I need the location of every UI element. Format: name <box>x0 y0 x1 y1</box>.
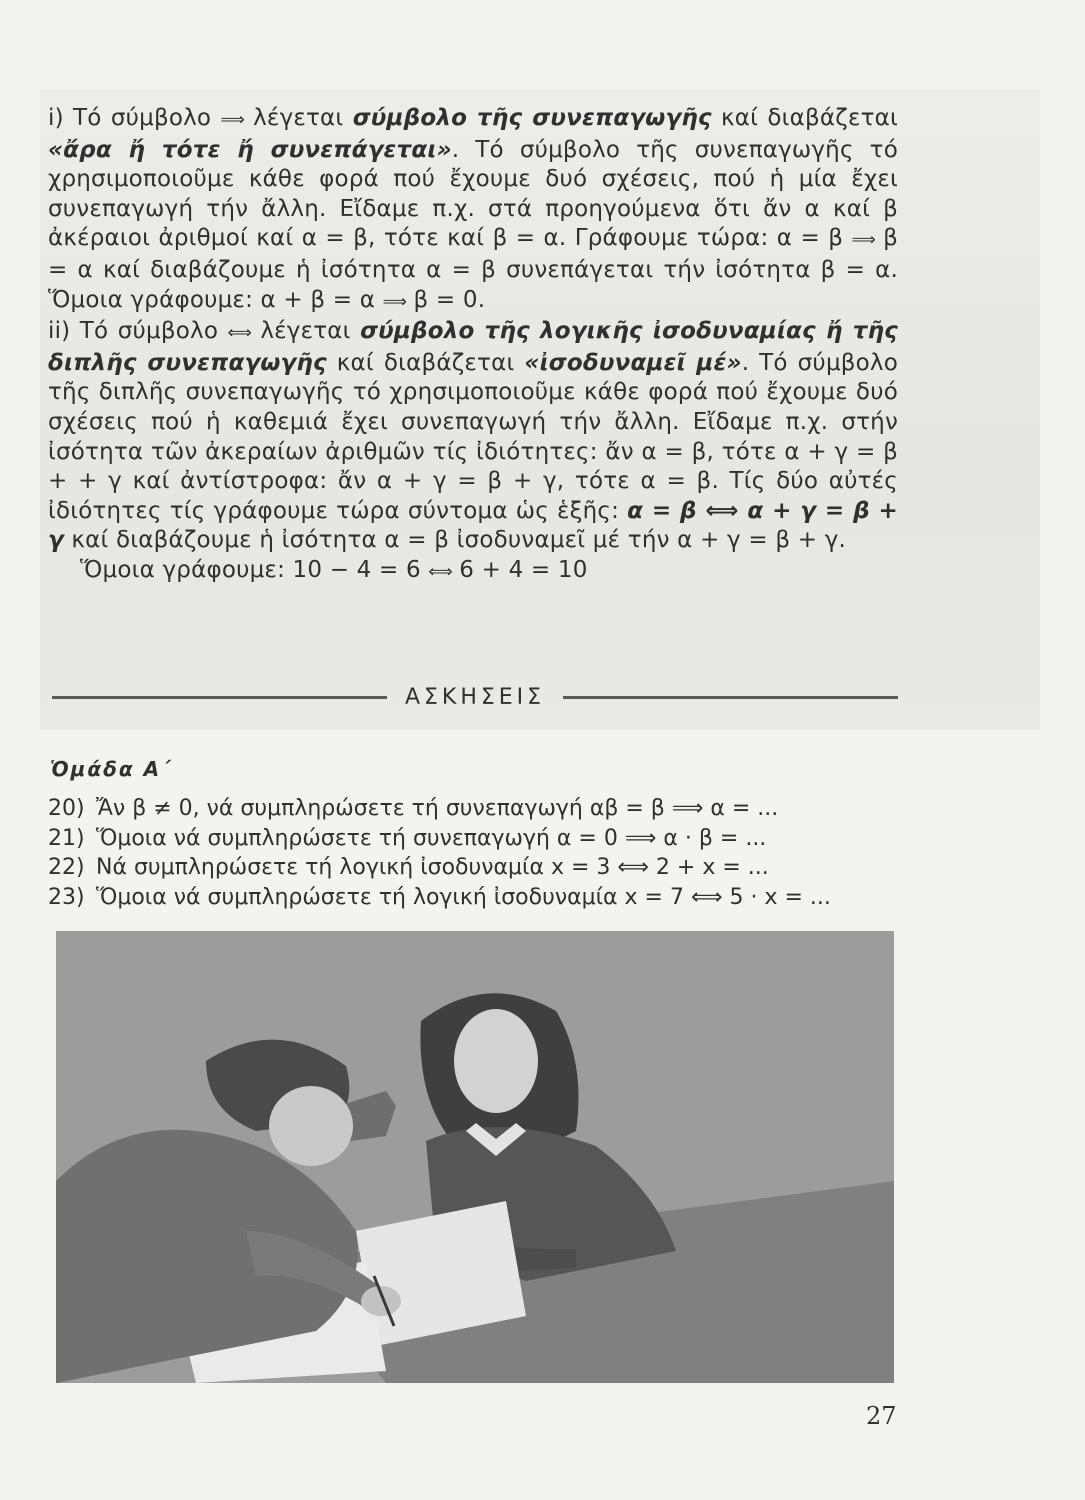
exercise-text: Ἄν β ≠ 0, νά συμπληρώσετε τή συνεπαγωγή αβ = β ⟹ α = ... <box>96 796 779 821</box>
illustration-drawing <box>56 931 894 1383</box>
exercise-number: 20) <box>48 796 85 821</box>
text-run: i) Τό σύμβολο <box>48 105 221 131</box>
text-run: καί διαβάζεται <box>711 105 898 131</box>
paragraph-ii <box>48 317 898 556</box>
exercise-list <box>48 794 908 912</box>
term-equivalence: σύμβολο τῆς λογικῆς ἰσοδυναμίας ἤ τῆς διπλῆς συνεπαγωγῆς <box>48 318 898 376</box>
text-run: . Τό σύμβολο τῆς διπλῆς συνεπαγωγῆς τό χρησιμοποιοῦμε κάθε φορά πού ἔχουμε δυό σχέσεις πού ἡ καθεμιά ἔχει συνεπαγωγή τήν ἄλλη. Εἴδαμε π.χ. στήν ἰσότητα τῶν ἀκεραίων ἀριθμῶν τίς ἰδιότητες: ἄν α = β, τότε α + γ = β + + γ καί ἀντίστροφα: ἄν α + γ = β + γ, τότε α = β. Τίς δύο αὐτές ἰδιότητες τίς γράφουμε τώρα σύντομα ὡς ἑξῆς: <box>48 349 899 524</box>
exercise-item <box>48 853 908 883</box>
text-run: λέγεται <box>243 105 353 131</box>
heading-rule-left <box>52 696 387 699</box>
text-run: β = α καί διαβάζουμε ἡ ἰσότητα α = β συνεπάγεται τήν ἰσότητα β = α. Ὅμοια γράφουμε: α + β = α <box>48 225 899 313</box>
exercise-text: Νά συμπληρώσετε τή λογική ἰσοδυναμία x = 3 ⟺ 2 + x = ... <box>96 855 769 880</box>
exercise-item <box>48 883 908 913</box>
text-run: καί διαβάζεται <box>326 349 525 376</box>
equivalence-symbol: ⟺ <box>428 561 452 582</box>
boy-face <box>269 1086 353 1166</box>
children-studying-illustration <box>56 931 894 1383</box>
group-label: Ὁμάδα Α΄ <box>50 757 172 781</box>
exercise-number: 21) <box>48 825 85 851</box>
text-run: . Τό σύμβολο τῆς συνεπαγωγῆς τό χρησιμοποιοῦμε κάθε φορά πού ἔχουμε δυό σχέσεις, πού ἡ μία ἔχει συνεπαγωγή τήν ἄλλη. Εἴδαμε π.χ. στά προηγούμενα ὅτι ἄν α καί β ἀκέραιοι ἀριθμοί καί α = β, τότε καί β = α. Γράφουμε τώρα: α = β <box>48 136 898 252</box>
text-run: 6 + 4 = 10 <box>451 556 588 583</box>
text-run: β = 0. <box>406 286 486 313</box>
page-number: 27 <box>866 1402 897 1430</box>
implies-symbol: ⟹ <box>220 110 244 130</box>
heading-rule-right <box>563 696 898 699</box>
implies-symbol: ⟹ <box>851 230 875 251</box>
term-reading: «ἄρα ἤ τότε ἤ συνεπάγεται» <box>48 136 452 163</box>
term-reading: «ἰσοδυναμεῖ μέ» <box>524 349 742 376</box>
exercise-item <box>48 794 908 824</box>
equivalence-symbol: ⟺ <box>227 323 251 344</box>
equivalence-formula: α = β ⟺ α + γ = β + γ <box>48 497 898 554</box>
exercise-text: Ὅμοια νά συμπληρώσετε τή λογική ἰσοδυναμία x = 7 ⟺ 5 · x = ... <box>96 884 831 910</box>
exercise-number: 23) <box>48 884 85 910</box>
paragraph-i <box>48 104 898 317</box>
text-run: καί διαβάζουμε ἡ ἰσότητα α = β ἰσοδυναμεῖ μέ τήν α + γ = β + γ. <box>63 527 847 554</box>
text-run: Ὅμοια γράφουμε: 10 − 4 = 6 <box>80 556 429 583</box>
section-heading: ΑΣΚΗΣΕΙΣ <box>404 684 546 710</box>
exercises-heading-row <box>52 680 898 714</box>
exercise-number: 22) <box>48 855 85 880</box>
paragraph-example <box>48 556 898 588</box>
girl-face <box>454 1009 538 1113</box>
exercise-item <box>48 824 908 854</box>
implies-symbol: ⟹ <box>382 291 406 312</box>
term-implication: σύμβολο τῆς συνεπαγωγῆς <box>352 105 712 131</box>
exercise-text: Ὅμοια νά συμπληρώσετε τή συνεπαγωγή α = 0 ⟹ α · β = ... <box>96 825 767 851</box>
theory-text <box>48 104 898 588</box>
text-run: ii) Τό σύμβολο <box>48 318 228 345</box>
text-run: λέγεται <box>250 318 361 345</box>
